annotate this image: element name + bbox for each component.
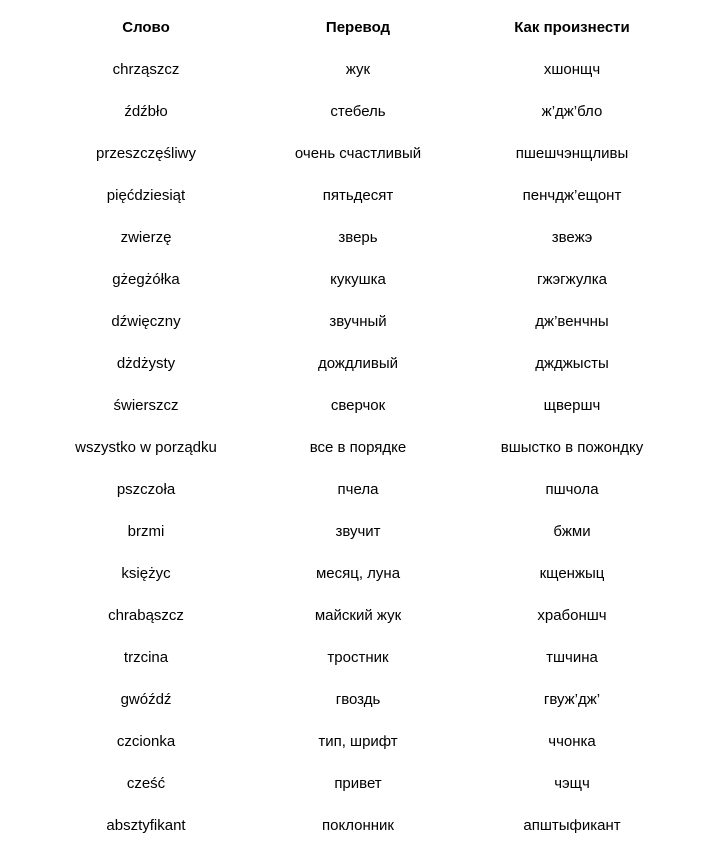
word-cell: dźwięczny xyxy=(111,312,181,330)
translation-cell: майский жук xyxy=(314,606,402,624)
translation-cell: поклонник xyxy=(322,816,394,834)
word-cell: zwierzę xyxy=(120,228,172,246)
translation-cell: все в порядке xyxy=(309,438,407,456)
word-cell: pięćdziesiąt xyxy=(106,186,186,204)
word-cell: absztyfikant xyxy=(106,816,186,834)
table-row xyxy=(40,468,680,510)
table-row xyxy=(40,594,680,636)
pronunciation-cell: чэщч xyxy=(554,774,590,792)
word-cell: dżdżysty xyxy=(116,354,176,372)
table-row xyxy=(40,678,680,720)
table-row xyxy=(40,384,680,426)
pronunciation-cell: дж’венчны xyxy=(535,312,609,330)
pronunciation-cell: звежэ xyxy=(551,228,593,246)
word-cell: czcionka xyxy=(116,732,176,750)
word-cell: cześć xyxy=(126,774,166,792)
table-row xyxy=(40,342,680,384)
pronunciation-cell: тшчина xyxy=(546,648,598,666)
translation-cell: пятьдесят xyxy=(322,186,394,204)
translation-cell: стебель xyxy=(330,102,386,120)
table-row xyxy=(40,762,680,804)
word-cell: świerszcz xyxy=(113,396,179,414)
pronunciation-cell: кщенжыц xyxy=(539,564,605,582)
pronunciation-cell: гжэгжулка xyxy=(537,270,607,288)
table-row xyxy=(40,552,680,594)
translation-cell: сверчок xyxy=(330,396,386,414)
pronunciation-cell: гвуж’дж’ xyxy=(543,690,601,708)
pronunciation-cell: пшешчэнщливы xyxy=(515,144,629,162)
pronunciation-cell: джджысты xyxy=(535,354,609,372)
pronunciation-cell: хшонщч xyxy=(543,60,601,78)
pronunciation-cell: бжми xyxy=(553,522,591,540)
table-row xyxy=(40,720,680,762)
table-row xyxy=(40,510,680,552)
pronunciation-cell: апштыфикант xyxy=(523,816,621,834)
word-cell: gżegżółka xyxy=(112,270,180,288)
header-word: Слово xyxy=(122,18,170,36)
word-cell: pszczoła xyxy=(116,480,176,498)
translation-cell: кукушка xyxy=(330,270,386,288)
table-row xyxy=(40,174,680,216)
pronunciation-cell: щвершч xyxy=(543,396,601,414)
word-cell: chrabąszcz xyxy=(108,606,184,624)
table-row xyxy=(40,216,680,258)
word-cell: brzmi xyxy=(127,522,165,540)
table-row xyxy=(40,300,680,342)
pronunciation-cell: пенчдж’ещонт xyxy=(522,186,622,204)
pronunciation-cell: пшчола xyxy=(545,480,599,498)
translation-cell: звучит xyxy=(335,522,381,540)
pronunciation-cell: вшыстко в пожондку xyxy=(500,438,644,456)
translation-cell: месяц, луна xyxy=(315,564,401,582)
translation-cell: тростник xyxy=(327,648,389,666)
table-row xyxy=(40,636,680,678)
word-cell: gwóźdź xyxy=(120,690,172,708)
table-row xyxy=(40,258,680,300)
pronunciation-cell: храбоншч xyxy=(537,606,607,624)
translation-cell: привет xyxy=(334,774,382,792)
table-row xyxy=(40,132,680,174)
header-translation: Перевод xyxy=(325,18,391,36)
header-row xyxy=(40,6,680,48)
translation-cell: звучный xyxy=(329,312,387,330)
translation-cell: зверь xyxy=(338,228,378,246)
table-row xyxy=(40,48,680,90)
word-cell: chrząszcz xyxy=(112,60,180,78)
pronunciation-cell: ччонка xyxy=(548,732,596,750)
word-cell: wszystko w porządku xyxy=(75,438,217,456)
header-pronunciation: Как произнести xyxy=(514,18,630,36)
pronunciation-cell: ж’дж’бло xyxy=(541,102,603,120)
translation-cell: дождливый xyxy=(318,354,398,372)
table-row xyxy=(40,804,680,846)
translation-cell: очень счастливый xyxy=(294,144,422,162)
word-cell: księżyc xyxy=(121,564,171,582)
translation-cell: жук xyxy=(345,60,371,78)
vocabulary-table xyxy=(40,6,680,846)
translation-cell: тип, шрифт xyxy=(318,732,398,750)
table-body xyxy=(40,48,680,846)
translation-cell: пчела xyxy=(337,480,379,498)
translation-cell: гвоздь xyxy=(335,690,381,708)
word-cell: trzcina xyxy=(123,648,169,666)
word-cell: źdźbło xyxy=(124,102,168,120)
table-row xyxy=(40,90,680,132)
word-cell: przeszczęśliwy xyxy=(95,144,197,162)
table-row xyxy=(40,426,680,468)
